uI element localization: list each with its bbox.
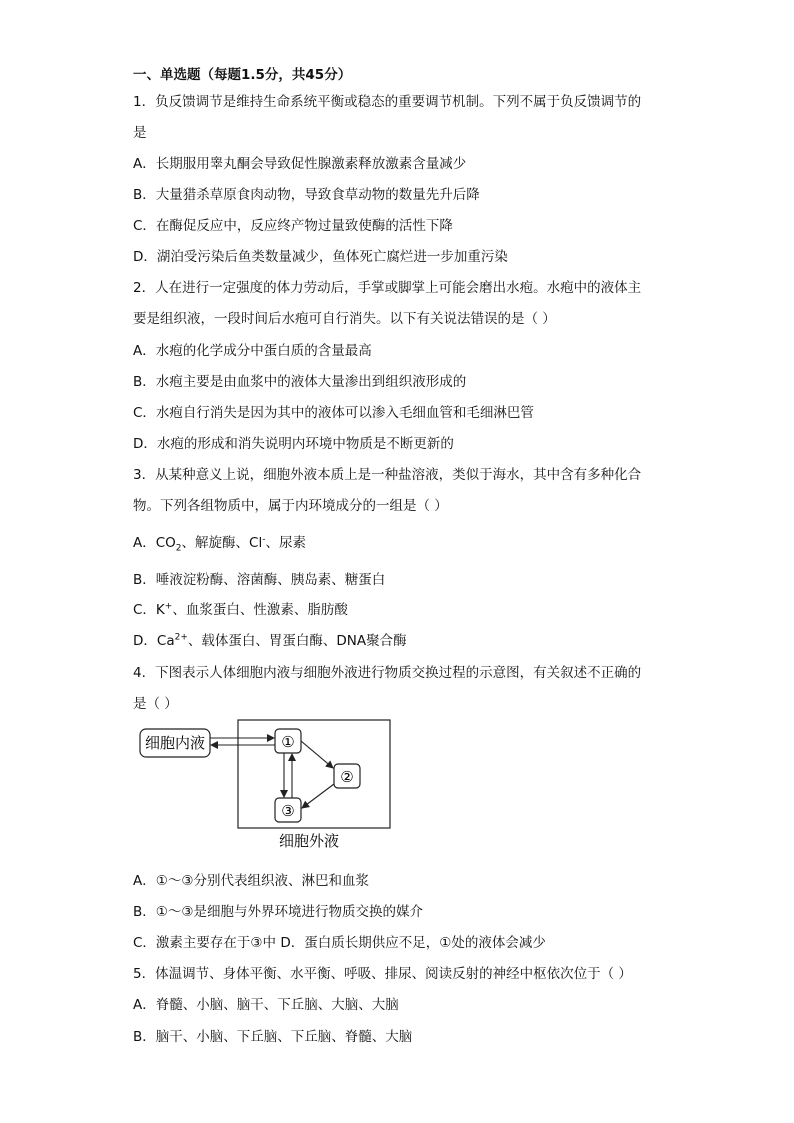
question-3-option-b: B．唾液淀粉酶、溶菌酶、胰岛素、糖蛋白 xyxy=(133,572,386,588)
question-3-stem: 3．从某种意义上说，细胞外液本质上是一种盐溶液，类似于海水，其中含有多种化合 xyxy=(133,467,642,483)
question-1-stem-cont: 是 xyxy=(133,125,147,141)
extracellular-fluid-box xyxy=(238,720,390,828)
question-2-stem: 2．人在进行一定强度的体力劳动后，手掌或脚掌上可能会磨出水疱。水疱中的液体主 xyxy=(133,280,642,296)
intracellular-fluid-label: 细胞内液 xyxy=(144,734,206,752)
section-title: 一、单选题（每题1.5分，共45分） xyxy=(133,67,352,83)
question-3-option-d: D．$Ca^{2+}$、载体蛋白、胃蛋白酶、DNA聚合酶 xyxy=(133,632,407,649)
question-2-option-c: C．水疱自行消失是因为其中的液体可以渗入毛细血管和毛细淋巴管 xyxy=(133,405,534,421)
question-3-option-c: C．K+、血浆蛋白、性激素、脂肪酸 xyxy=(133,601,348,618)
question-2-option-d: D．水疱的形成和消失说明内环境中物质是不断更新的 xyxy=(133,436,454,452)
question-4-stem-cont: 是（ ） xyxy=(133,696,178,712)
question-2-option-a: A．水疱的化学成分中蛋白质的含量最高 xyxy=(133,343,372,359)
fluid-exchange-diagram xyxy=(133,712,403,857)
question-5-option-b: B．脑干、小脑、下丘脑、下丘脑、脊髓、大脑 xyxy=(133,1029,413,1045)
question-3-stem-cont: 物。下列各组物质中，属于内环境成分的一组是（ ） xyxy=(133,498,448,514)
question-5-stem: 5．体温调节、身体平衡、水平衡、呼吸、排尿、阅读反射的神经中枢依次位于（ ） xyxy=(133,966,632,982)
question-3-option-a: A．$CO_2$、解旋酶、Cl-、尿素 xyxy=(133,534,306,554)
question-4-stem: 4．下图表示人体细胞内液与细胞外液进行物质交换过程的示意图，有关叙述不正确的 xyxy=(133,665,642,681)
question-1-option-c: C．在酶促反应中，反应终产物过量致使酶的活性下降 xyxy=(133,218,453,234)
question-4-option-b: B．①～③是细胞与外界环境进行物质交换的媒介 xyxy=(133,904,423,920)
arrow-2-to-3 xyxy=(302,784,334,808)
question-4-option-cd: C．激素主要存在于③中 D．蛋白质长期供应不足，①处的液体会减少 xyxy=(133,935,546,951)
question-1-stem: 1．负反馈调节是维持生命系统平衡或稳态的重要调节机制。下列不属于负反馈调节的 xyxy=(133,94,642,110)
question-2-stem-cont: 要是组织液，一段时间后水疱可自行消失。以下有关说法错误的是（ ） xyxy=(133,311,556,327)
arrow-1-to-2 xyxy=(301,741,333,768)
extracellular-fluid-label: 细胞外液 xyxy=(278,832,340,850)
question-1-option-a: A．长期服用睾丸酮会导致促性腺激素释放激素含量减少 xyxy=(133,156,467,172)
question-1-option-d: D．湖泊受污染后鱼类数量减少，鱼体死亡腐烂进一步加重污染 xyxy=(133,249,508,265)
node-3-label: ③ xyxy=(281,802,295,820)
question-5-option-a: A．脊髓、小脑、脑干、下丘脑、大脑、大脑 xyxy=(133,997,399,1013)
question-1-option-b: B．大量猎杀草原食肉动物，导致食草动物的数量先升后降 xyxy=(133,187,480,203)
question-4-option-a: A．①～③分别代表组织液、淋巴和血浆 xyxy=(133,873,369,889)
question-2-option-b: B．水疱主要是由血浆中的液体大量渗出到组织液形成的 xyxy=(133,374,467,390)
node-1-label: ① xyxy=(281,733,295,751)
node-2-label: ② xyxy=(340,768,354,786)
